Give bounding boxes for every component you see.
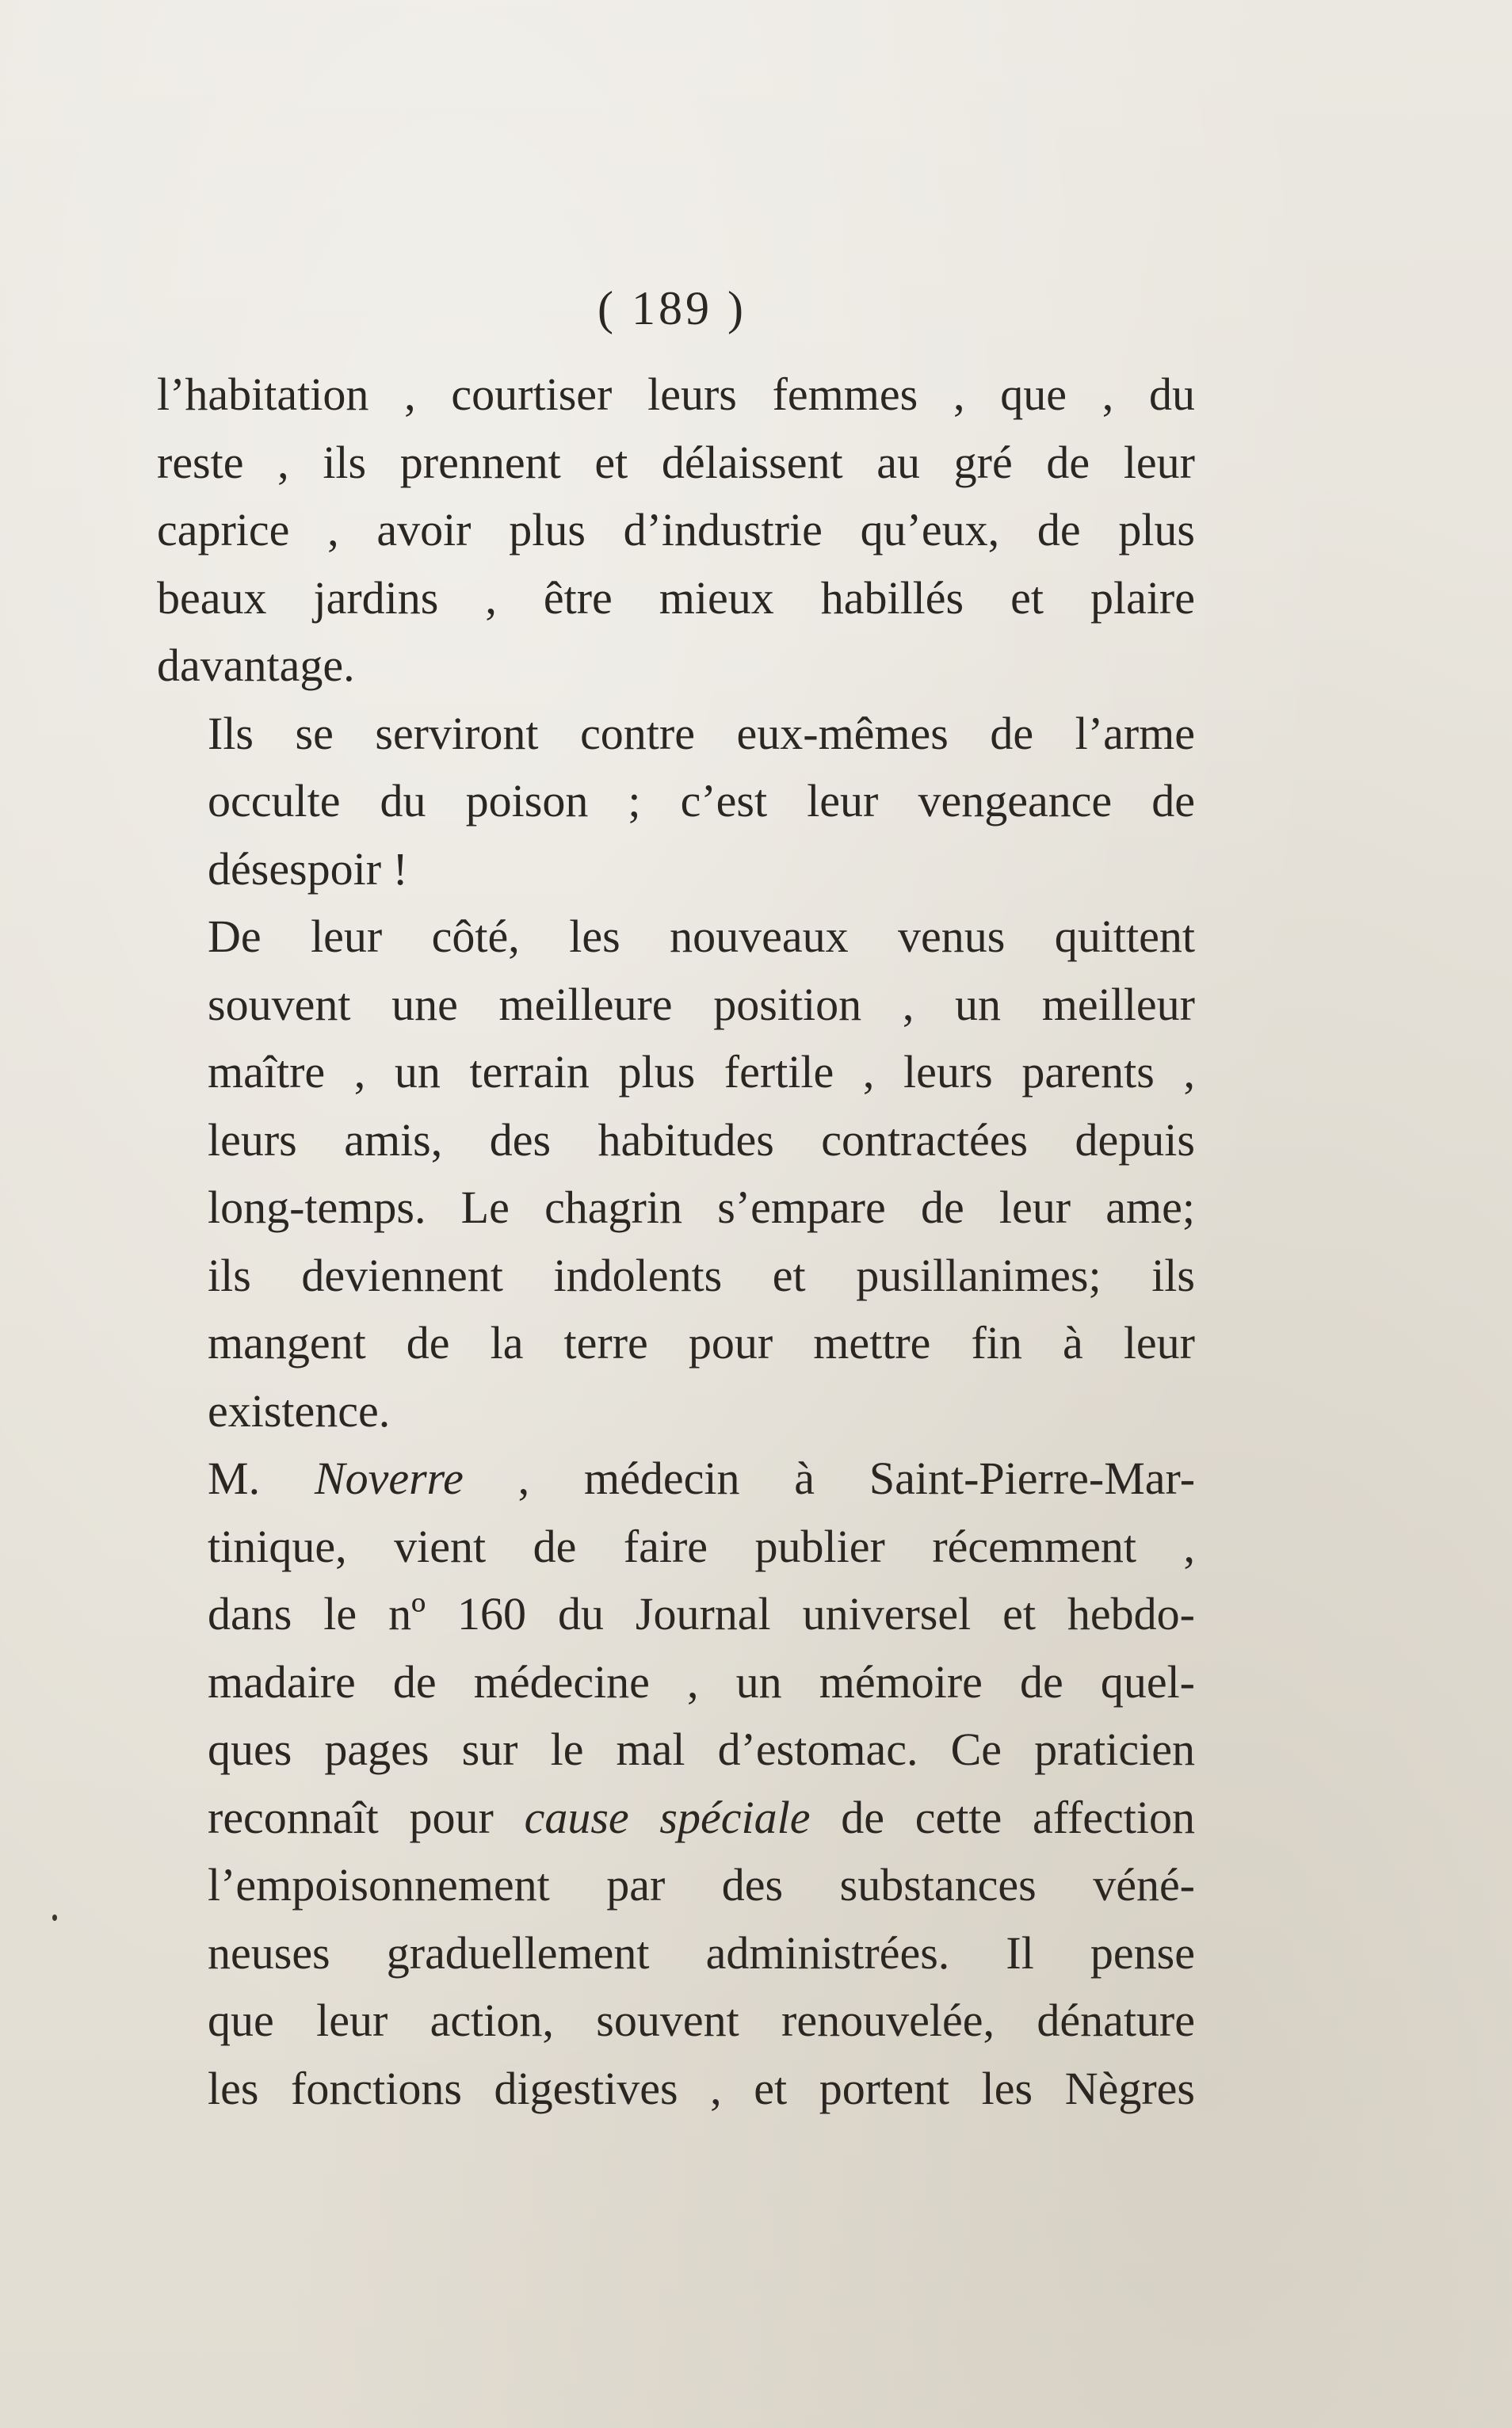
text-line: souvent une meilleure position , un meilleur — [208, 978, 1195, 1030]
text-line: reste , ils prennent et délaissent au gré de leur — [157, 436, 1195, 488]
text-line: l’habitation , courtiser leurs femmes , que , du — [157, 368, 1195, 420]
text-line — [157, 1851, 1195, 1919]
text-segment: de cette affection — [810, 1791, 1195, 1843]
text-line — [157, 1580, 1195, 1648]
body-text — [157, 361, 1195, 2122]
text-segment: reconnaît pour — [208, 1791, 525, 1843]
text-line: beaux jardins , être mieux habillés et plaire — [157, 571, 1195, 624]
text-line: caprice , avoir plus d’industrie qu’eux, de plus — [157, 504, 1195, 555]
text-segment: madaire de médecine , un mémoire de quel- — [208, 1655, 1195, 1708]
ink-speck — [52, 1915, 57, 1921]
text-line — [157, 1445, 1195, 1513]
text-line — [157, 2055, 1195, 2123]
paragraph-2 — [157, 700, 1195, 903]
text-segment: tinique, vient de faire publier récemment , — [208, 1520, 1195, 1572]
text-line — [157, 1987, 1195, 2055]
text-line: Ils se serviront contre eux-mêmes de l’arme — [208, 707, 1195, 759]
text-segment: , médecin à Saint-Pierre-Mar- — [463, 1453, 1196, 1504]
paragraph-1 — [157, 361, 1195, 700]
text-line — [157, 1919, 1195, 1987]
text-line: mangent de la terre pour mettre fin à leur — [208, 1317, 1195, 1369]
text-segment: neuses graduellement administrées. Il pense — [208, 1926, 1195, 1979]
text-line: long-temps. Le chagrin s’empare de leur ame; — [208, 1182, 1195, 1233]
paragraph-3 — [157, 903, 1195, 1445]
text-segment: M. — [208, 1453, 315, 1504]
text-segment: les fonctions digestives , et portent les Nègres — [208, 2062, 1195, 2114]
text-line — [157, 1784, 1195, 1852]
text-line — [157, 1648, 1195, 1716]
italic-text: cause spéciale — [524, 1791, 811, 1843]
text-line — [157, 1716, 1195, 1784]
text-line: désespoir ! — [208, 842, 408, 895]
text-line — [157, 1513, 1195, 1581]
text-line: leurs amis, des habitudes contractées depuis — [208, 1113, 1195, 1166]
text-line: ils deviennent indolents et pusillanimes; ils — [208, 1249, 1195, 1301]
page-number: ( 189 ) — [598, 282, 746, 334]
text-segment: dans le nº 160 du Journal universel et hebdo- — [208, 1588, 1195, 1640]
text-line: De leur côté, les nouveaux venus quittent — [208, 910, 1195, 962]
text-segment: ques pages sur le mal d’estomac. Ce praticien — [208, 1724, 1195, 1775]
italic-text: Noverre — [314, 1453, 464, 1504]
text-segment: l’empoisonnement par des substances véné- — [208, 1859, 1195, 1911]
text-line: maître , un terrain plus fertile , leurs parents , — [208, 1046, 1195, 1098]
paragraph-4 — [157, 1445, 1195, 2122]
text-line: davantage. — [157, 639, 355, 691]
text-segment: que leur action, souvent renouvelée, dénature — [208, 1995, 1195, 2046]
text-line: existence. — [208, 1384, 391, 1437]
text-line: occulte du poison ; c’est leur vengeance de — [208, 775, 1195, 827]
